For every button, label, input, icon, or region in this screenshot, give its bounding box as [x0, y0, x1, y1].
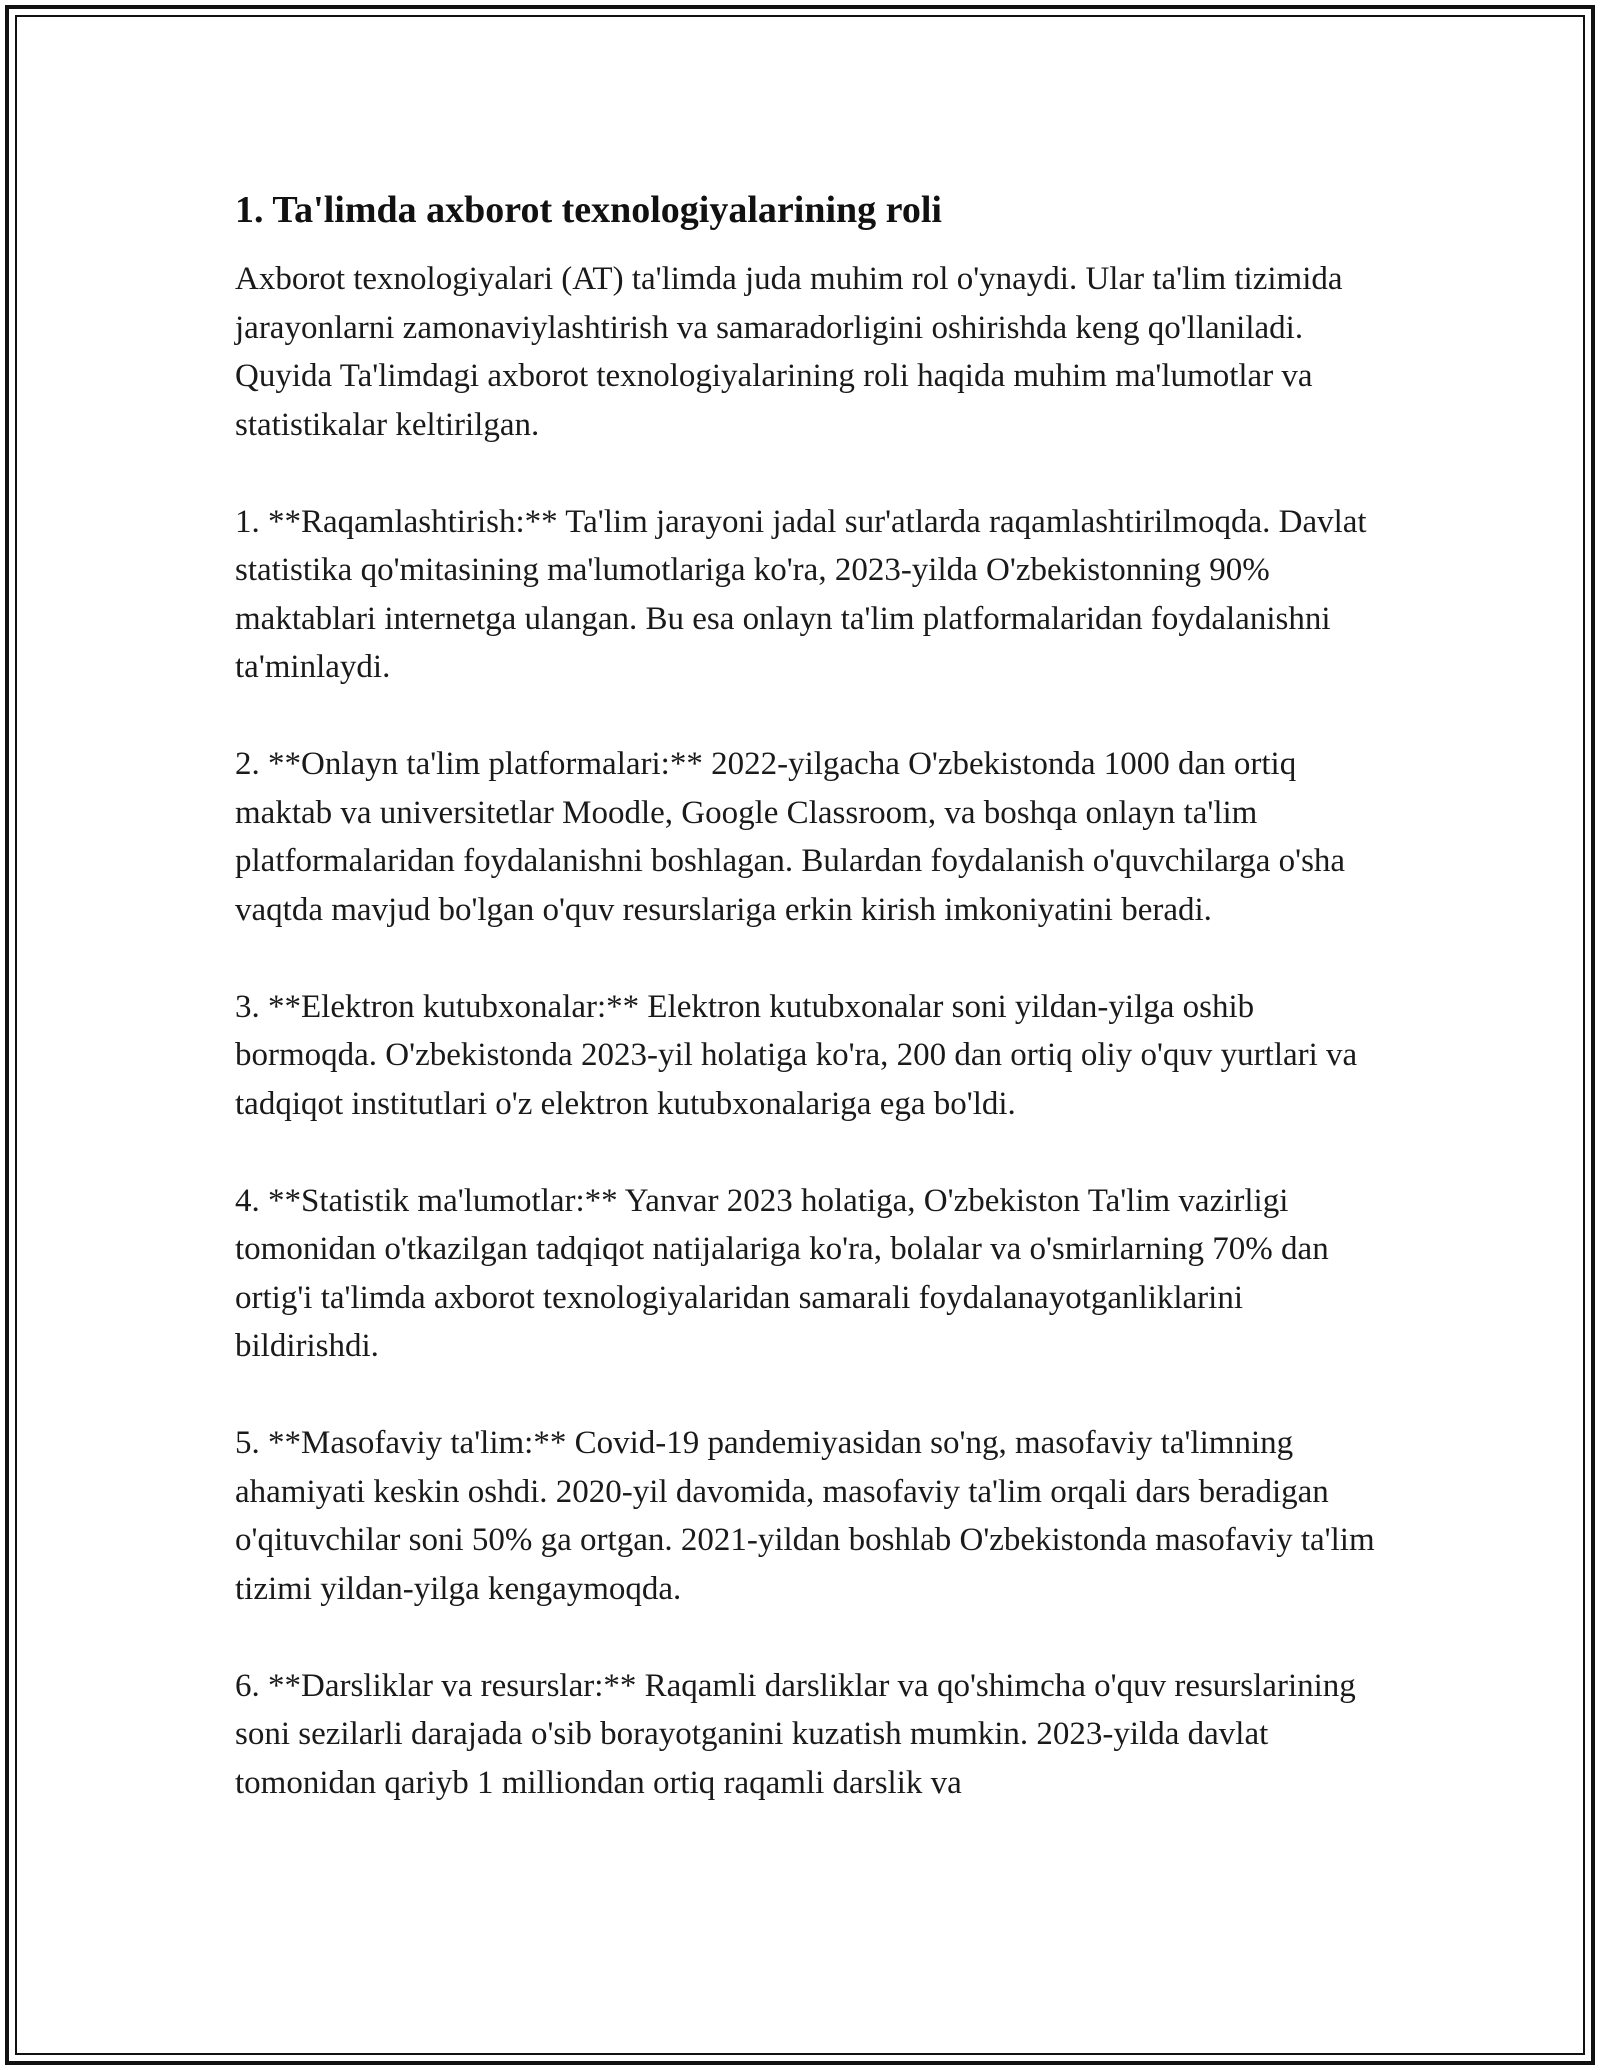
- list-item-elektron-kutubxonalar: 3. **Elektron kutubxonalar:** Elektron kutubxonalar soni yildan-yilga oshib bormoqda. O'zbekistonda 2023-yil holatiga ko'ra, 200 dan ortiq oliy o'quv yurtlari va tadqiqot institutlari o'z elektron kutubxonalariga ega bo'ldi.: [235, 988, 1358, 1122]
- section-heading: 1. Ta'limda axborot texnologiyalarining roli: [235, 189, 942, 231]
- list-item-raqamlashtirish: 1. **Raqamlashtirish:** Ta'lim jarayoni jadal sur'atlarda raqamlashtirilmoqda. Davlat statistika qo'mitasining ma'lumotlariga ko'ra, 2023-yilda O'zbekistonning 90% maktablari internetga ulangan. Bu esa onlayn ta'lim platformalaridan foydalanishni ta'minlaydi.: [235, 503, 1367, 685]
- list-item-statistik-malumotlar: 4. **Statistik ma'lumotlar:** Yanvar 2023 holatiga, O'zbekiston Ta'lim vazirligi tomonidan o'tkazilgan tadqiqot natijalariga ko'ra, bolalar va o'smirlarning 70% dan ortig'i ta'limda axborot texnologiyalaridan samarali foydalanayotganliklarini bildirishdi.: [235, 1182, 1329, 1364]
- intro-paragraph: Axborot texnologiyalari (AT) ta'limda juda muhim rol o'ynaydi. Ular ta'lim tizimida jarayonlarni zamonaviylashtirish va samaradorligini oshirishda keng qo'llaniladi. Quyida Ta'limdagi axborot texnologiyalarining roli haqida muhim ma'lumotlar va statistikalar keltirilgan.: [235, 261, 1343, 443]
- document-body: [235, 185, 1375, 1856]
- list-item-onlayn-platformalar: 2. **Onlayn ta'lim platformalari:** 2022-yilgacha O'zbekistonda 1000 dan ortiq maktab va universitetlar Moodle, Google Classroom, va boshqa onlayn ta'lim platformalaridan foydalanishni boshlagan. Bulardan foydalanish o'quvchilarga o'sha vaqtda mavjud bo'lgan o'quv resurslariga erkin kirish imkoniyatini beradi.: [235, 746, 1346, 928]
- list-item-darsliklar: 6. **Darsliklar va resurslar:** Raqamli darsliklar va qo'shimcha o'quv resurslarining soni sezilarli darajada o'sib borayotganini kuzatish mumkin. 2023-yilda davlat tomonidan qariyb 1 milliondan ortiq raqamli darslik va: [235, 1667, 1356, 1801]
- list-item-masofaviy-talim: 5. **Masofaviy ta'lim:** Covid-19 pandemiyasidan so'ng, masofaviy ta'limning ahamiyati keskin oshdi. 2020-yil davomida, masofaviy ta'lim orqali dars beradigan o'qituvchilar soni 50% ga ortgan. 2021-yildan boshlab O'zbekistonda masofaviy ta'lim tizimi yildan-yilga kengaymoqda.: [235, 1425, 1375, 1607]
